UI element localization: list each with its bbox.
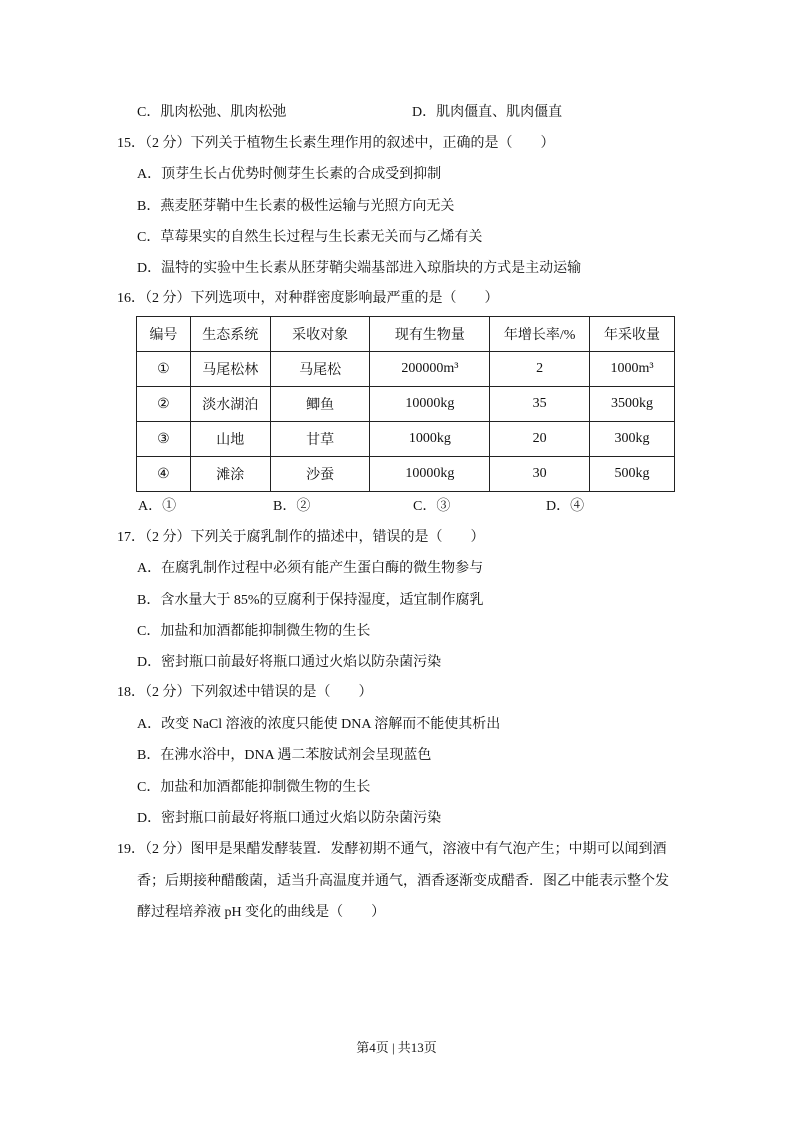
table-header: 现有生物量 — [370, 317, 490, 352]
table-row — [137, 387, 675, 422]
table-cell: ④ — [137, 457, 191, 492]
q16-table — [136, 316, 675, 492]
q18-option-d: D．密封瓶口前最好将瓶口通过火焰以防杂菌污染 — [137, 811, 442, 826]
q14-option-d: D．肌肉僵直、肌肉僵直 — [412, 105, 563, 120]
table-row — [137, 422, 675, 457]
table-header: 编号 — [137, 317, 191, 352]
q17-option-d: D．密封瓶口前最好将瓶口通过火焰以防杂菌污染 — [137, 655, 442, 670]
table-cell: 山地 — [190, 422, 270, 457]
q17-option-a: A．在腐乳制作过程中必须有能产生蛋白酶的微生物参与 — [137, 561, 484, 576]
table-cell: 甘草 — [270, 422, 370, 457]
q15-option-a: A．顶芽生长占优势时侧芽生长素的合成受到抑制 — [137, 167, 442, 182]
table-cell: 2 — [490, 352, 590, 387]
q16-stem: 16．（2 分）下列选项中，对种群密度影响最严重的是（ ） — [117, 291, 499, 306]
q17-option-c: C．加盐和加酒都能抑制微生物的生长 — [137, 624, 371, 639]
q18-option-c: C．加盐和加酒都能抑制微生物的生长 — [137, 780, 371, 795]
table-cell: 10000kg — [370, 387, 490, 422]
table-cell: 1000kg — [370, 422, 490, 457]
table-header-row — [137, 317, 675, 352]
table-cell: 3500kg — [590, 387, 675, 422]
table-cell: ③ — [137, 422, 191, 457]
q16-option-d: D．④ — [546, 499, 585, 514]
page-footer: 第4页 | 共13页 — [356, 1040, 437, 1055]
table-cell: 马尾松 — [270, 352, 370, 387]
q19-stem-line-1: 19．（2 分）图甲是果醋发酵装置．发酵初期不通气，溶液中有气泡产生；中期可以闻到酒 — [117, 842, 667, 857]
table-cell: 滩涂 — [190, 457, 270, 492]
q16-option-b: B．② — [273, 499, 311, 514]
table-cell: 1000m³ — [590, 352, 675, 387]
table-cell: 沙蚕 — [270, 457, 370, 492]
q16-option-a: A．① — [138, 499, 177, 514]
q15-option-d: D．温特的实验中生长素从胚芽鞘尖端基部进入琼脂块的方式是主动运输 — [137, 261, 582, 276]
table-cell: ① — [137, 352, 191, 387]
table-cell: 鲫鱼 — [270, 387, 370, 422]
q14-option-c: C．肌肉松弛、肌肉松弛 — [137, 105, 287, 120]
table-cell: ② — [137, 387, 191, 422]
q18-stem: 18．（2 分）下列叙述中错误的是（ ） — [117, 685, 373, 700]
q18-option-b: B．在沸水浴中，DNA 遇二苯胺试剂会呈现蓝色 — [137, 748, 432, 763]
q18-option-a: A．改变 NaCl 溶液的浓度只能使 DNA 溶解而不能使其析出 — [137, 717, 501, 732]
table-header: 年采收量 — [590, 317, 675, 352]
q15-option-b: B．燕麦胚芽鞘中生长素的极性运输与光照方向无关 — [137, 199, 455, 214]
table-header: 采收对象 — [270, 317, 370, 352]
table-cell: 30 — [490, 457, 590, 492]
table-cell: 20 — [490, 422, 590, 457]
table-cell: 马尾松林 — [190, 352, 270, 387]
table-row — [137, 457, 675, 492]
q19-stem-line-3: 酵过程培养液 pH 变化的曲线是（ ） — [137, 905, 386, 920]
table-cell: 300kg — [590, 422, 675, 457]
table-cell: 10000kg — [370, 457, 490, 492]
table-cell: 淡水湖泊 — [190, 387, 270, 422]
q15-option-c: C．草莓果实的自然生长过程与生长素无关而与乙烯有关 — [137, 230, 483, 245]
q16-option-c: C．③ — [413, 499, 451, 514]
table-cell: 35 — [490, 387, 590, 422]
table-cell: 200000m³ — [370, 352, 490, 387]
q19-stem-line-2: 香；后期接种醋酸菌，适当升高温度并通气，酒香逐渐变成醋香．图乙中能表示整个发 — [137, 874, 669, 889]
q17-stem: 17．（2 分）下列关于腐乳制作的描述中，错误的是（ ） — [117, 530, 485, 545]
table-header: 年增长率/% — [490, 317, 590, 352]
q15-stem: 15．（2 分）下列关于植物生长素生理作用的叙述中，正确的是（ ） — [117, 136, 555, 151]
table-row — [137, 352, 675, 387]
q17-option-b: B．含水量大于 85%的豆腐利于保持湿度，适宜制作腐乳 — [137, 593, 484, 608]
table-header: 生态系统 — [190, 317, 270, 352]
table-cell: 500kg — [590, 457, 675, 492]
